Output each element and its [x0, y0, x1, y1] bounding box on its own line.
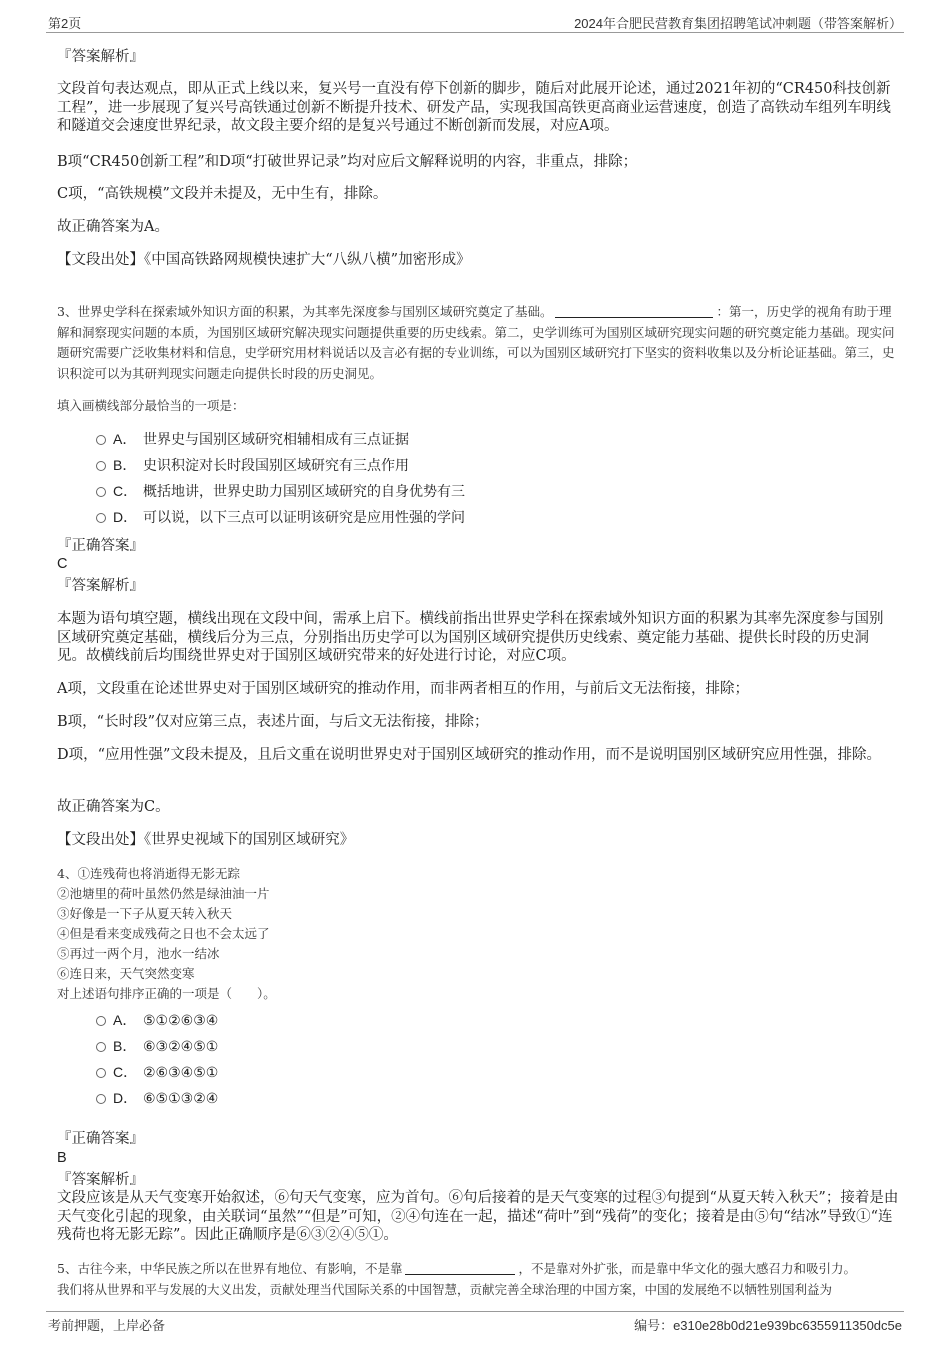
radio-icon[interactable] [96, 1068, 106, 1078]
page-number: 第2页 [48, 16, 82, 31]
radio-icon[interactable] [96, 1042, 106, 1052]
q4-option-b[interactable]: B． ⑥③②④⑤① [96, 1037, 218, 1056]
q3-option-a[interactable]: A． 世界史与国别区域研究相辅相成有三点证据 [96, 430, 409, 449]
q4-option-d[interactable]: D． ⑥⑤①③②④ [96, 1089, 218, 1108]
q3-source: 【文段出处】《世界史视域下的国别区域研究》 [57, 832, 355, 848]
page-header [46, 13, 904, 33]
radio-icon[interactable] [96, 513, 106, 523]
q4-line-2: ②池塘里的荷叶虽然仍然是绿油油一片 [57, 886, 270, 901]
radio-icon[interactable] [96, 487, 106, 497]
document-id: 编号：e310e28b0d21e939bc6355911350dc5e [634, 1318, 902, 1333]
q2-analysis-p2: B项“CR450创新工程”和D项“打破世界记录”均对应后文解释说明的内容，非重点，排除； [57, 154, 638, 170]
footer-slogan: 考前押题，上岸必备 [48, 1318, 166, 1333]
q4-analysis: 文段应该是从天气变寒开始叙述，⑥句天气变寒，应为首句。⑥句后接着的是天气变寒的过程③句提到“从夏天转入秋天”；接着是由天气变化引起的现象，由关联词“虽然”“但是”可知，②④句连在一起，描述“荷叶”到“残荷”的变化；接着是由⑤句“结冰”导致①“连残荷也将无影无踪”。因此正确顺序是⑥③②④⑤①。 [57, 1190, 899, 1243]
radio-icon[interactable] [96, 1016, 106, 1026]
q3-analysis-p2: A项，文段重在论述世界史对于国别区域研究的推动作用，而非两者相互的作用，与前后文无法衔接，排除； [57, 681, 749, 697]
q4-correct-answer: B [57, 1150, 67, 1166]
q3-analysis-p1: 本题为语句填空题，横线出现在文段中间，需承上启下。横线前指出世界史学科在探索域外知识方面的积累为其率先深度参与国别区域研究奠定基础，横线后分为三点，分别指出历史学可以为国别区域研究提供历史线索、奠定能力基础、提供长时段的历史洞见。故横线前后均围绕世界史对于国别区域研究带来的好处进行讨论，对应C项。 [57, 611, 884, 664]
q4-option-a[interactable]: A． ⑤①②⑥③④ [96, 1011, 218, 1030]
q3-analysis-p5: 故正确答案为C。 [57, 799, 170, 815]
q4-line-4: ④但是看来变成残荷之日也不会太远了 [57, 926, 270, 941]
q4-line-6: ⑥连日来，天气突然变寒 [57, 966, 195, 981]
q3-option-d[interactable]: D． 可以说，以下三点可以证明该研究是应用性强的学问 [96, 508, 465, 527]
q4-line-5: ⑤再过一两个月，池水一结冰 [57, 946, 220, 961]
q3-analysis-label: 『答案解析』 [57, 578, 144, 594]
q3-blank [555, 306, 713, 318]
q3-instruction: 填入画横线部分最恰当的一项是： [57, 398, 245, 413]
q2-analysis-p1: 文段首句表达观点，即从正式上线以来，复兴号一直没有停下创新的脚步，随后对此展开论述，通过2021年初的“CR450科技创新工程”，进一步展现了复兴号高铁通过创新不断提升技术、研发产品，实现我国高铁更高商业运营速度，创造了高铁动车组列车明线和隧道交会速度世界纪录，故文段主要介绍的是复兴号通过不断创新而发展，对应A项。 [57, 81, 891, 134]
q4-line-3: ③好像是一下子从夏天转入秋天 [57, 906, 233, 921]
q5-stem: 5、古往今来，中华民族之所以在世界有地位、有影响，不是靠 ，不是靠对外扩张，而是靠中华文化的强大感召力和吸引力。 我们将从世界和平与发展的大义出发，贡献处理当代国际关系的中国智慧，贡献完善全球治理的中国方案，中国的发展绝不以牺牲别国利益为 [57, 1259, 899, 1301]
radio-icon[interactable] [96, 461, 106, 471]
q3-correct-answer: C [57, 556, 68, 572]
radio-icon[interactable] [96, 1094, 106, 1104]
page-footer [46, 1311, 904, 1333]
q3-analysis-p4: D项，“应用性强”文段未提及，且后文重在说明世界史对于国别区域研究的推动作用，而不是说明国别区域研究应用性强，排除。 [57, 747, 881, 763]
q3-option-b[interactable]: B． 史识积淀对长时段国别区域研究有三点作用 [96, 456, 409, 475]
q5-line-2: 我们将从世界和平与发展的大义出发，贡献处理当代国际关系的中国智慧，贡献完善全球治理的中国方案，中国的发展绝不以牺牲别国利益为 [57, 1281, 833, 1297]
q3-stem: 3、世界史学科在探索域外知识方面的积累，为其率先深度参与国别区域研究奠定了基础。 ：第一，历史学的视角有助于理解和洞察现实问题的本质，为国别区域研究解决现实问题提供重要的历史线索。第二，史学训练可为国别区域研究现实问题的研究奠定能力基础。现实问题研究需要广泛收集材料和信息，史学研究用材料说话以及言必有据的专业训练，可以为国别区域研究打下坚实的资料收集以及分析论证基础。第三，史识积淀可以为其研判现实问题走向提供长时段的历史洞见。 [57, 304, 895, 381]
q4-correct-label: 『正确答案』 [57, 1131, 144, 1147]
q5-blank [405, 1263, 515, 1275]
q2-analysis-p3: C项，“高铁规模”文段并未提及，无中生有，排除。 [57, 186, 388, 202]
q3-option-c[interactable]: C． 概括地讲，世界史助力国别区域研究的自身优势有三 [96, 482, 465, 501]
q4-line-1: 4、①连残荷也将消逝得无影无踪 [57, 866, 240, 881]
q4-analysis-label: 『答案解析』 [57, 1172, 144, 1188]
q3-analysis-p3: B项，“长时段”仅对应第三点，表述片面，与后文无法衔接，排除； [57, 714, 489, 730]
q2-source: 【文段出处】《中国高铁路网规模快速扩大“八纵八横”加密形成》 [57, 252, 471, 268]
q3-correct-label: 『正确答案』 [57, 538, 144, 554]
q4-option-c[interactable]: C． ②⑥③④⑤① [96, 1063, 218, 1082]
radio-icon[interactable] [96, 435, 106, 445]
q2-analysis-label: 『答案解析』 [57, 49, 144, 65]
q4-instruction: 对上述语句排序正确的一项是（ ）。 [57, 986, 276, 1001]
q4-stem [57, 864, 897, 1004]
document-title: 2024年合肥民营教育集团招聘笔试冲刺题（带答案解析） [574, 16, 902, 31]
q2-analysis-p4: 故正确答案为A。 [57, 219, 169, 235]
